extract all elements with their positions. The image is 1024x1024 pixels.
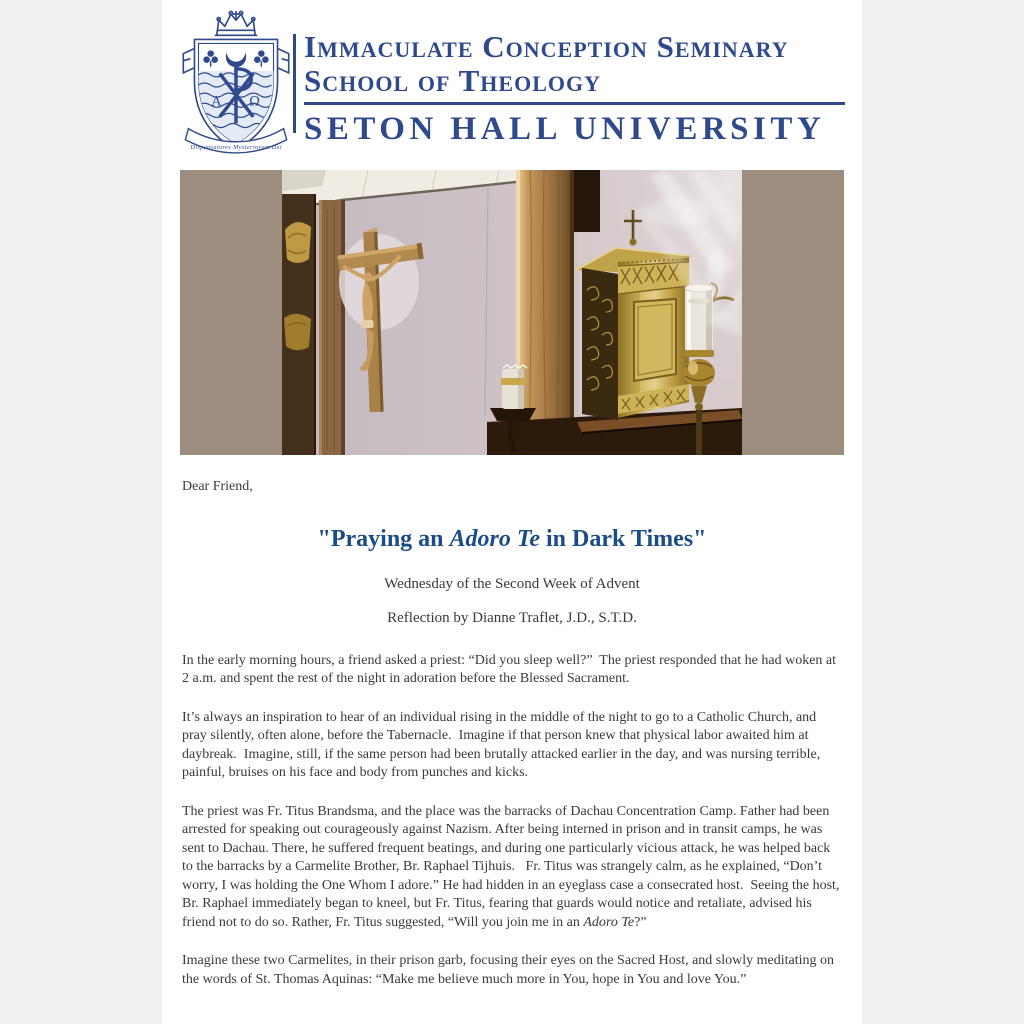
masthead-vertical-rule (293, 34, 296, 133)
reflection-byline: Reflection by Dianne Traflet, J.D., S.T.D. (387, 610, 637, 626)
choir-stall (282, 194, 316, 455)
text-segment: The priest was Fr. Titus Brandsma, and the place was the barracks of Dachau Concentration Camp. Father had been arrested for speaking out courageously against Nazism. After being interned in prison and in transit camps, he was sent to Dachau. There, he suffered frequent beatings, and during one particularly vicious attack, he was helped back to the barracks by a Carmelite Brother, Br. Raphael Tijhuis. Fr. Titus was strangely calm, as he explained, “Don’t worry, I was holding the One Whom I adore.” He had hidden in an eyeglass case a consecrated host. Seeing the host, Br. Raphael immediately began to kneel, but Fr. Titus, fearing that guards would notice and retaliate, advised his friend not to do so. Rather, Fr. Titus suggested, “Will you join me in an (182, 803, 843, 930)
reflection-title (182, 525, 842, 553)
wall-beam (319, 200, 345, 455)
seminary-crest-icon (180, 8, 292, 160)
chapel-photo-frame (180, 170, 844, 455)
text-segment: Adoro Te (583, 914, 635, 930)
text-segment: It’s always an inspiration to hear of an individual rising in the middle of the night to go to a Catholic Church, and pray silently, often alone, before the Tabernacle. Imagine if that person knew that physical labor awaited him at daybreak. Imagine, still, if the same person had been brutally attacked earlier in the day, and was nursing terrible, painful, bruises on his face and body from punches and kicks. (182, 709, 824, 780)
chapel-photo (282, 170, 742, 455)
institution-name-line2: School of Theology (304, 63, 601, 98)
text-segment: "Praying an (317, 525, 450, 552)
paragraph (182, 803, 842, 933)
text-segment: In the early morning hours, a friend asked a priest: “Did you sleep well?” The priest responded that he had woken at 2 a.m. and spent the rest of the night in adoration before the Blessed Sacrament. (182, 652, 840, 686)
text-segment: in Dark Times" (540, 525, 707, 552)
crest-motto: Dispensatores Mysteriorum Dei (190, 143, 282, 151)
paragraph (182, 709, 842, 783)
text-segment: Adoro Te (449, 525, 540, 552)
reflection-letter (162, 478, 862, 989)
svg-text:Α: Α (211, 94, 222, 110)
svg-text:Ω: Ω (249, 94, 261, 110)
masthead-horizontal-rule (304, 102, 845, 105)
salutation: Dear Friend, (182, 479, 253, 494)
paragraph (182, 952, 842, 989)
masthead-text (304, 30, 845, 148)
university-name: SETON HALL UNIVERSITY (304, 111, 826, 147)
reflection-date: Wednesday of the Second Week of Advent (384, 575, 640, 592)
seminary-masthead (162, 0, 862, 170)
paragraph (182, 652, 842, 689)
text-segment: ?” (634, 914, 647, 930)
institution-name-line1: Immaculate Conception Seminary (304, 29, 789, 64)
email-body-panel (162, 0, 862, 1024)
text-segment: Imagine these two Carmelites, in their prison garb, focusing their eyes on the Sacred Host, and slowly meditating on the words of St. Thomas Aquinas: “Make me believe much more in You, hope in You and love You.” (182, 953, 838, 987)
